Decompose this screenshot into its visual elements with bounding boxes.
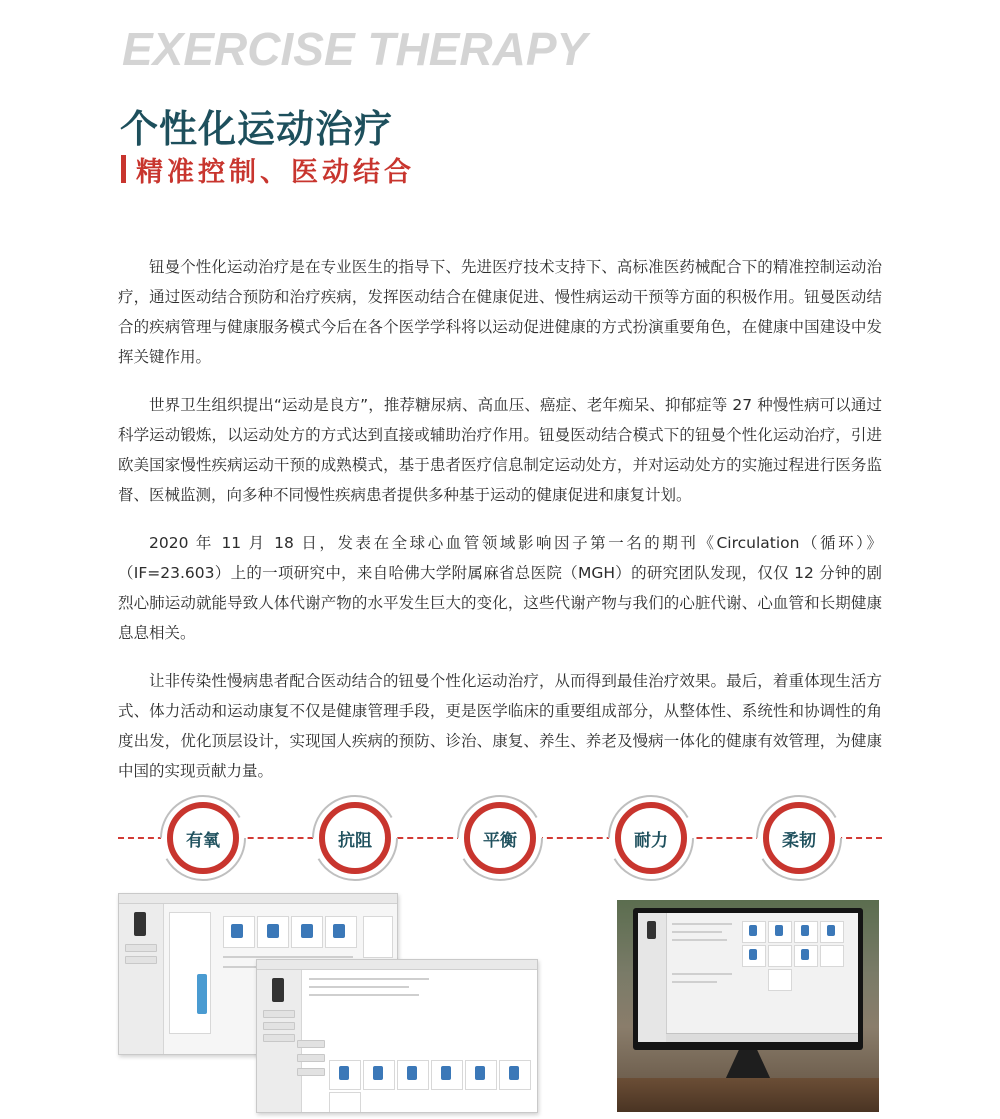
software-screenshot-left — [118, 893, 538, 1115]
monitor-stand — [725, 1050, 771, 1080]
paragraph-3: 2020 年 11 月 18 日，发表在全球心血管领域影响因子第一名的期刊《Circulation（循环）》（IF=23.603）上的一项研究中，来自哈佛大学附属麻省总医院（MGH）的研究团队发现，仅仅 12 分钟的剧烈心肺运动就能导致人体代谢产物的水平发生巨大的变化，这些代谢产物与我们的心脏代谢、心血管和长期健康息息相关。 — [118, 534, 882, 642]
circle-badge — [754, 793, 844, 883]
page-title: 个性化运动治疗 — [120, 107, 394, 151]
circle-label: 有氧 — [186, 830, 220, 851]
paragraph-4: 让非传染性慢病患者配合医动结合的钮曼个性化运动治疗，从而得到最佳治疗效果。最后，着重体现生活方式、体力活动和运动康复不仅是健康管理手段，更是医学临床的重要组成部分，从整体性、系统性和协调性的角度出发，优化顶层设计，实现国人疾病的预防、诊治、康复、养生、养老及慢病一体化的健康有效管理，为健康中国的实现贡献力量。 — [118, 672, 882, 780]
paragraph-2: 世界卫生组织提出“运动是良方”，推荐糖尿病、高血压、癌症、老年痴呆、抑郁症等 27 种慢性病可以通过科学运动锻炼，以运动处方的方式达到直接或辅助治疗作用。钮曼医动结合模式下的钮曼个性化运动治疗，引进欧美国家慢性疾病运动干预的成熟模式，基于患者医疗信息制定运动处方，并对运动处方的实施过程进行医务监督、医械监测，向多种不同慢性疾病患者提供多种基于运动的健康促进和康复计划。 — [118, 396, 882, 504]
circle-badge — [606, 793, 696, 883]
person-icon — [272, 978, 284, 1002]
circle-badge — [158, 793, 248, 883]
desk-surface — [617, 1078, 879, 1112]
paragraph-1: 钮曼个性化运动治疗是在专业医生的指导下、先进医疗技术支持下、高标准医药械配合下的精准控制运动治疗，通过医动结合预防和治疗疾病，发挥医动结合在健康促进、慢性病运动干预等方面的积极作用。钮曼医动结合的疾病管理与健康服务模式今后在各个医学学科将以运动促进健康的方式扮演重要角色，在健康中国建设中发挥关键作用。 — [118, 258, 882, 366]
training-types-row — [118, 793, 882, 883]
monitor-photo — [617, 900, 879, 1112]
software-window-front — [256, 959, 538, 1113]
circle-badge — [310, 793, 400, 883]
subtitle-accent-bar — [121, 155, 126, 183]
circle-label: 耐力 — [634, 830, 668, 851]
header-watermark: EXERCISE THERAPY — [122, 23, 588, 75]
person-icon — [647, 921, 656, 939]
person-icon — [134, 912, 146, 936]
page-subtitle: 精准控制、医动结合 — [136, 157, 415, 188]
circle-badge — [455, 793, 545, 883]
circle-label: 抗阻 — [338, 830, 372, 851]
monitor-screen — [638, 913, 858, 1042]
body-figure-icon — [197, 974, 207, 1014]
monitor — [633, 908, 863, 1050]
circle-label: 柔韧 — [782, 830, 816, 851]
body-text — [118, 252, 882, 804]
circle-label: 平衡 — [483, 830, 517, 851]
